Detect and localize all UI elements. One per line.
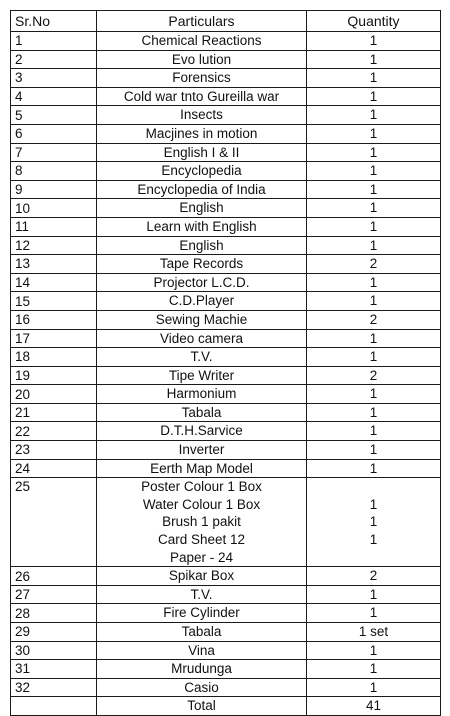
quantity-cell	[307, 478, 441, 567]
sr-no-cell: 32	[11, 678, 97, 697]
quantity-line: 2	[369, 367, 378, 383]
table-row	[11, 366, 441, 385]
quantity-cell	[307, 106, 441, 125]
quantity-line: 1	[369, 496, 378, 512]
sr-no-cell: 1	[11, 32, 97, 51]
quantity-line: 1	[369, 218, 378, 234]
total-label: Total	[97, 697, 307, 716]
particulars-line: Tabala	[181, 404, 222, 420]
quantity-cell	[307, 162, 441, 181]
table-row	[11, 348, 441, 367]
table-row	[11, 441, 441, 460]
table-row	[11, 660, 441, 679]
table-row	[11, 385, 441, 404]
quantity-line: 1	[369, 88, 378, 104]
particulars-line: Poster Colour 1 Box	[141, 479, 262, 495]
sr-no-cell: 16	[11, 310, 97, 329]
quantity-cell	[307, 641, 441, 660]
table-row	[11, 236, 441, 255]
particulars-cell	[97, 585, 307, 604]
inventory-table	[10, 10, 441, 716]
quantity-line: 1	[369, 274, 378, 290]
quantity-cell	[307, 441, 441, 460]
particulars-cell	[97, 255, 307, 274]
table-row	[11, 422, 441, 441]
particulars-line: English I & II	[163, 144, 240, 160]
particulars-line: Mrudunga	[171, 661, 232, 677]
particulars-cell	[97, 32, 307, 51]
particulars-line: C.D.Player	[168, 293, 235, 309]
particulars-header: Particulars	[97, 11, 307, 32]
sr-no-cell: 25	[11, 478, 97, 567]
sr-no-cell: 22	[11, 422, 97, 441]
table-row	[11, 403, 441, 422]
quantity-line: 1	[369, 163, 378, 179]
particulars-cell	[97, 143, 307, 162]
quantity-cell	[307, 124, 441, 143]
table-row	[11, 641, 441, 660]
table-row	[11, 180, 441, 199]
quantity-line: 1 set	[358, 624, 389, 639]
quantity-cell	[307, 348, 441, 367]
particulars-line: Vina	[188, 642, 215, 658]
particulars-line: Card Sheet 12	[157, 532, 246, 548]
quantity-cell	[307, 180, 441, 199]
particulars-line: Projector L.C.D.	[153, 274, 250, 290]
table-row	[11, 459, 441, 478]
table-row	[11, 32, 441, 51]
sr-no-cell: 23	[11, 441, 97, 460]
sr-no-cell: 6	[11, 124, 97, 143]
particulars-line: Paper - 24	[169, 549, 234, 565]
quantity-cell	[307, 459, 441, 478]
sr-no-cell: 29	[11, 623, 97, 642]
particulars-cell	[97, 422, 307, 441]
particulars-cell	[97, 441, 307, 460]
particulars-line: Evo lution	[171, 51, 232, 67]
quantity-line: 1	[369, 404, 378, 420]
quantity-cell	[307, 385, 441, 404]
quantity-cell	[307, 69, 441, 88]
quantity-line: 1	[369, 293, 378, 309]
quantity-line: 2	[369, 256, 378, 272]
sr-no-cell: 17	[11, 329, 97, 348]
table-row	[11, 310, 441, 329]
particulars-cell	[97, 180, 307, 199]
particulars-line: Tape Records	[159, 256, 244, 272]
quantity-cell	[307, 403, 441, 422]
particulars-cell	[97, 124, 307, 143]
quantity-cell	[307, 310, 441, 329]
sr-no-cell: 24	[11, 459, 97, 478]
quantity-line: 2	[369, 311, 378, 327]
particulars-cell	[97, 385, 307, 404]
particulars-cell	[97, 678, 307, 697]
particulars-cell	[97, 366, 307, 385]
table-row	[11, 162, 441, 181]
quantity-cell	[307, 623, 441, 642]
particulars-line: Chemical Reactions	[141, 33, 262, 48]
quantity-line: 1	[369, 107, 378, 123]
table-row	[11, 217, 441, 236]
sr-no-cell: 31	[11, 660, 97, 679]
sr-no-cell: 3	[11, 69, 97, 88]
sr-no-cell: 14	[11, 273, 97, 292]
quantity-line: 2	[369, 568, 378, 584]
quantity-cell	[307, 217, 441, 236]
particulars-line: Spikar Box	[168, 568, 235, 584]
quantity-cell	[307, 199, 441, 218]
sr-no-cell: 2	[11, 50, 97, 69]
quantity-cell	[307, 255, 441, 274]
quantity-cell	[307, 143, 441, 162]
table-row	[11, 604, 441, 623]
particulars-cell	[97, 292, 307, 311]
sr-no-cell: 20	[11, 385, 97, 404]
particulars-line: Encyclopedia of India	[137, 181, 266, 197]
particulars-cell	[97, 478, 307, 567]
particulars-line: T.V.	[190, 349, 213, 365]
particulars-cell	[97, 329, 307, 348]
header-row	[11, 11, 441, 32]
particulars-cell	[97, 604, 307, 623]
sr-no-cell: 12	[11, 236, 97, 255]
particulars-line: English	[179, 200, 224, 216]
table-row	[11, 87, 441, 106]
quantity-cell	[307, 366, 441, 385]
quantity-line: 1	[369, 386, 378, 402]
quantity-line: 1	[369, 330, 378, 346]
particulars-line: Cold war tnto Gureilla war	[123, 88, 280, 104]
table-row	[11, 255, 441, 274]
sr-no-cell: 13	[11, 255, 97, 274]
table-row	[11, 69, 441, 88]
quantity-line: 1	[369, 423, 378, 439]
table-row	[11, 273, 441, 292]
quantity-cell	[307, 678, 441, 697]
quantity-line: 1	[369, 349, 378, 365]
particulars-line: Sewing Machie	[155, 311, 248, 327]
particulars-line: Fire Cylinder	[163, 605, 240, 621]
table-row	[11, 143, 441, 162]
sr-no-cell: 8	[11, 162, 97, 181]
total-sr-cell	[11, 697, 97, 716]
particulars-line: Harmonium	[166, 386, 237, 402]
particulars-cell	[97, 567, 307, 586]
quantity-line: 1	[369, 125, 378, 141]
particulars-line: D.T.H.Sarvice	[160, 423, 243, 439]
sr-no-cell: 15	[11, 292, 97, 311]
particulars-cell	[97, 50, 307, 69]
particulars-cell	[97, 236, 307, 255]
quantity-line: 1	[369, 33, 378, 48]
table-row	[11, 124, 441, 143]
table-row	[11, 292, 441, 311]
particulars-line: Casio	[184, 679, 219, 695]
particulars-cell	[97, 273, 307, 292]
sr-no-header: Sr.No	[11, 11, 97, 32]
table-body	[11, 32, 441, 697]
quantity-line: 1	[369, 679, 378, 695]
quantity-cell	[307, 236, 441, 255]
sr-no-cell: 21	[11, 403, 97, 422]
table-row	[11, 50, 441, 69]
particulars-line: Tipe Writer	[168, 367, 235, 383]
sr-no-cell: 4	[11, 87, 97, 106]
table-row	[11, 329, 441, 348]
quantity-line: 1	[369, 661, 378, 677]
particulars-line: Learn with English	[146, 218, 257, 234]
total-quantity: 41	[307, 697, 441, 716]
quantity-cell	[307, 87, 441, 106]
sr-no-cell: 27	[11, 585, 97, 604]
sr-no-cell: 7	[11, 143, 97, 162]
particulars-cell	[97, 87, 307, 106]
table-row	[11, 623, 441, 642]
quantity-line: 1	[369, 514, 378, 530]
particulars-line: Encyclopedia	[161, 163, 242, 179]
particulars-line: T.V.	[190, 586, 213, 602]
sr-no-cell: 19	[11, 366, 97, 385]
sr-no-cell: 28	[11, 604, 97, 623]
quantity-line: 1	[369, 144, 378, 160]
quantity-cell	[307, 604, 441, 623]
quantity-cell	[307, 660, 441, 679]
quantity-cell	[307, 32, 441, 51]
quantity-cell	[307, 567, 441, 586]
particulars-cell	[97, 162, 307, 181]
quantity-line: 1	[369, 237, 378, 253]
particulars-cell	[97, 459, 307, 478]
sr-no-cell: 18	[11, 348, 97, 367]
sr-no-cell: 9	[11, 180, 97, 199]
sr-no-cell: 11	[11, 217, 97, 236]
particulars-line: English	[179, 237, 224, 253]
quantity-line: 1	[369, 442, 378, 458]
particulars-line: Macjines in motion	[145, 125, 258, 141]
quantity-cell	[307, 422, 441, 441]
particulars-cell	[97, 348, 307, 367]
particulars-line: Brush 1 pakit	[162, 514, 241, 530]
quantity-cell	[307, 585, 441, 604]
particulars-line: Eerth Map Model	[150, 460, 253, 476]
quantity-line: 1	[369, 586, 378, 602]
particulars-line: Forensics	[172, 70, 231, 86]
table-row	[11, 678, 441, 697]
particulars-line: Video camera	[159, 330, 244, 346]
particulars-cell	[97, 660, 307, 679]
particulars-cell	[97, 69, 307, 88]
table-row	[11, 585, 441, 604]
quantity-line: 1	[369, 642, 378, 658]
quantity-line: 1	[369, 532, 378, 548]
quantity-cell	[307, 273, 441, 292]
quantity-header: Quantity	[307, 11, 441, 32]
particulars-line: Insects	[180, 107, 223, 123]
quantity-cell	[307, 329, 441, 348]
quantity-line: 1	[369, 200, 378, 216]
particulars-line: Tabala	[181, 624, 222, 639]
particulars-cell	[97, 310, 307, 329]
table-row	[11, 567, 441, 586]
table-row	[11, 106, 441, 125]
particulars-cell	[97, 641, 307, 660]
quantity-cell	[307, 50, 441, 69]
particulars-cell	[97, 217, 307, 236]
quantity-line: 1	[369, 605, 378, 621]
quantity-cell	[307, 292, 441, 311]
sr-no-cell: 5	[11, 106, 97, 125]
quantity-line: 1	[369, 51, 378, 67]
particulars-line: Inverter	[178, 442, 225, 458]
particulars-cell	[97, 199, 307, 218]
quantity-line: 1	[369, 181, 378, 197]
table-row	[11, 478, 441, 567]
particulars-cell	[97, 623, 307, 642]
particulars-cell	[97, 403, 307, 422]
quantity-line: 1	[369, 70, 378, 86]
particulars-line: Water Colour 1 Box	[142, 496, 261, 512]
sr-no-cell: 30	[11, 641, 97, 660]
particulars-cell	[97, 106, 307, 125]
sr-no-cell: 10	[11, 199, 97, 218]
total-row	[11, 697, 441, 716]
table-row	[11, 199, 441, 218]
sr-no-cell: 26	[11, 567, 97, 586]
quantity-line: 1	[369, 460, 378, 476]
